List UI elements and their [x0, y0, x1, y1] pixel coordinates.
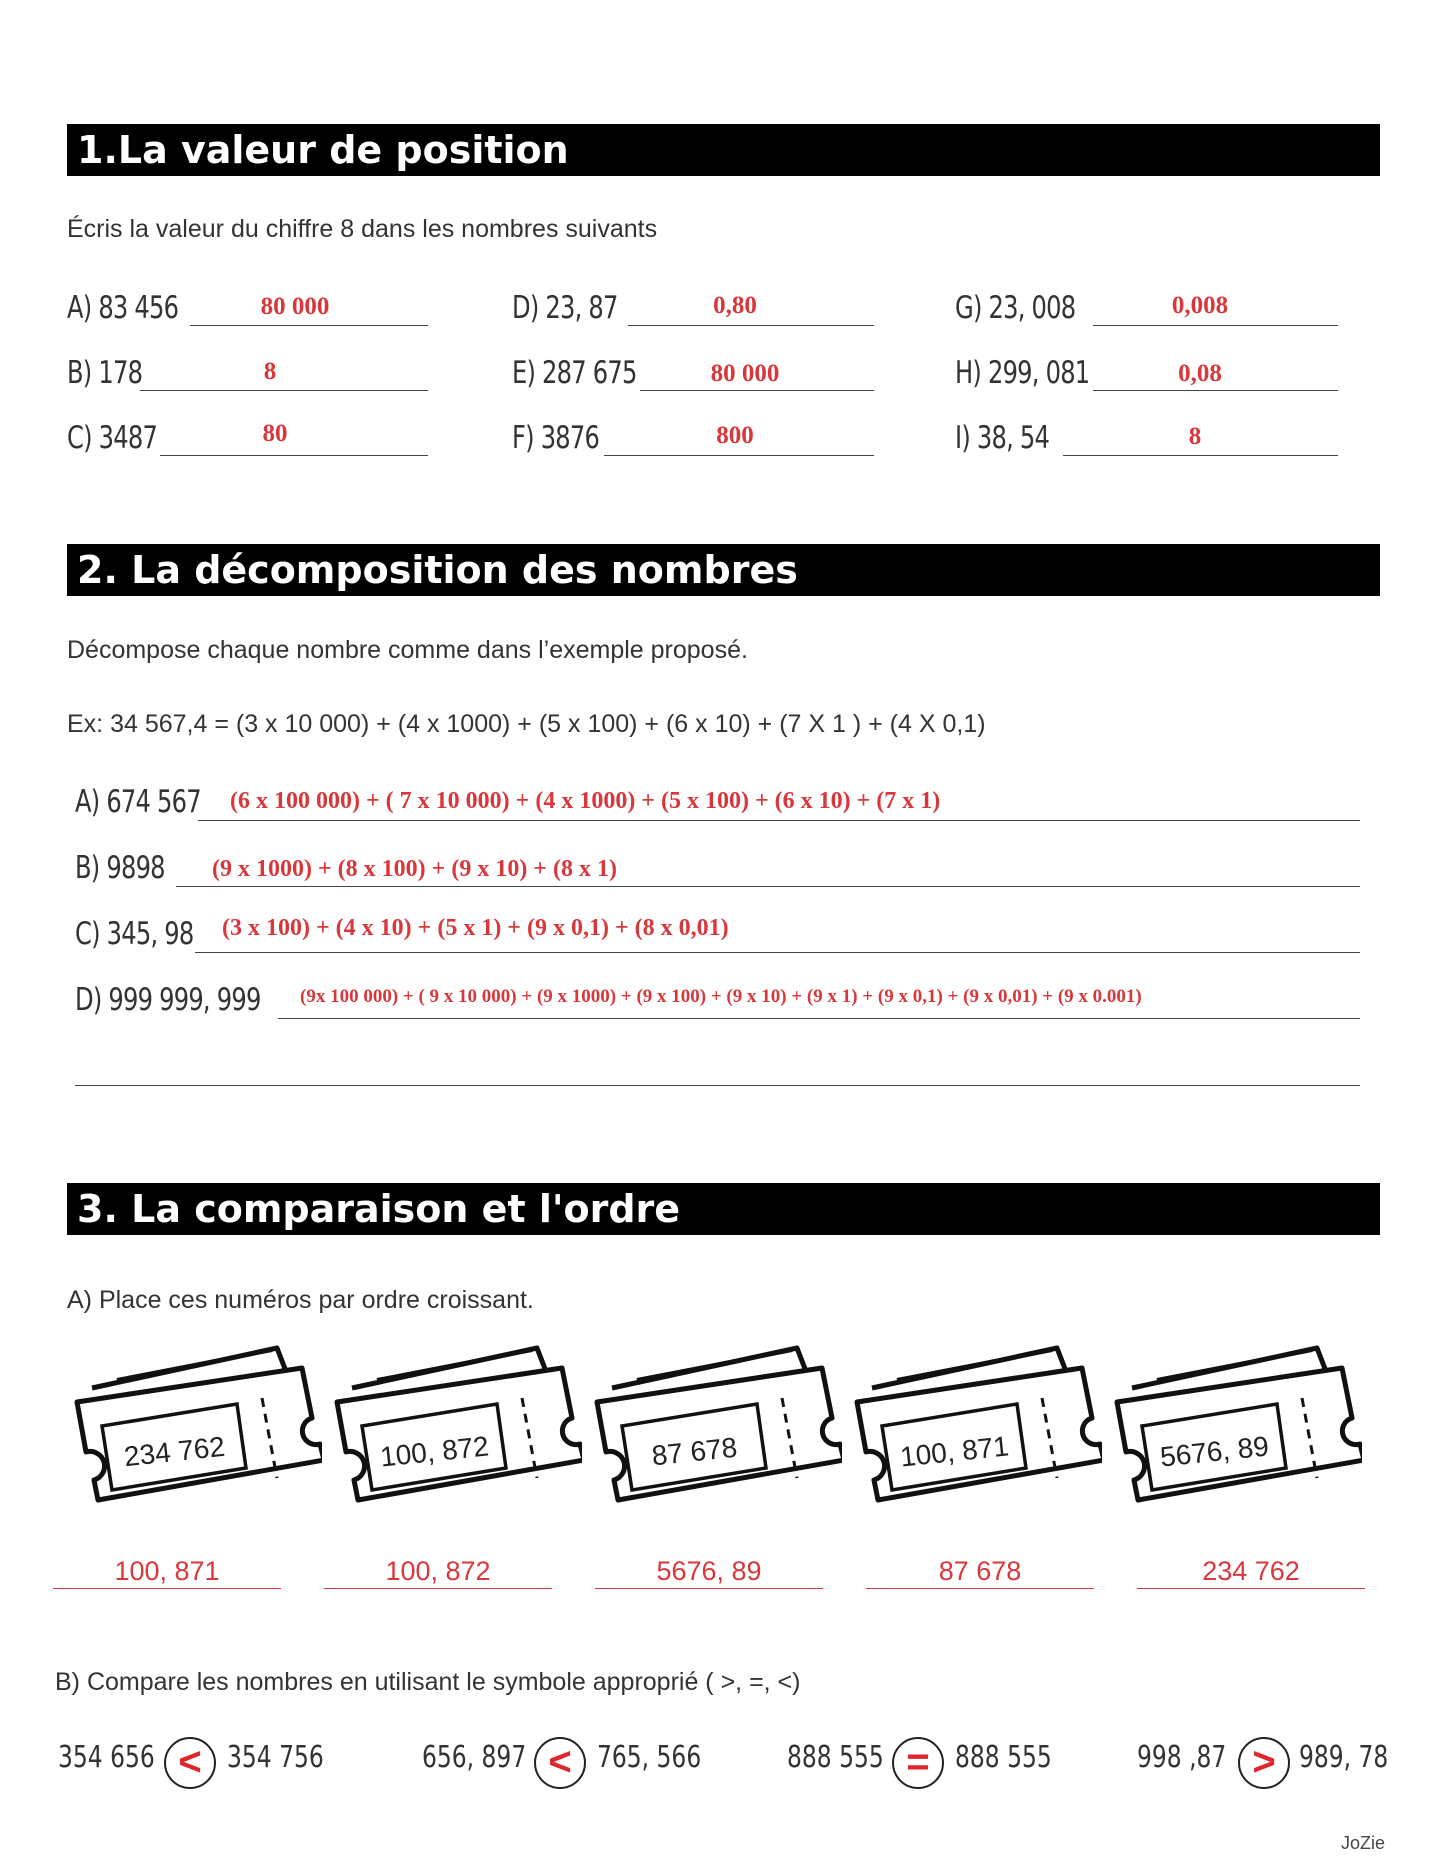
- order-line-3[interactable]: [595, 1588, 823, 1589]
- order-answer-5: 234 762: [1202, 1556, 1300, 1586]
- s2-question-a: A) 674 567: [75, 784, 201, 820]
- s1-question-e: E) 287 675: [512, 355, 637, 391]
- s2-question-c: C) 345, 98: [75, 916, 194, 952]
- ticket-icon: [852, 1340, 1102, 1520]
- order-line-1[interactable]: [53, 1588, 281, 1589]
- ticket-icon: [1112, 1340, 1362, 1520]
- s1-answer-line-f[interactable]: [604, 455, 874, 456]
- ticket-icon: [332, 1340, 582, 1520]
- ticket-5: [1112, 1340, 1362, 1520]
- section3a-instruction: A) Place ces numéros par ordre croissant.: [67, 1286, 534, 1314]
- section3-title: 3. La comparaison et l'ordre: [67, 1183, 1380, 1235]
- section1-instruction: Écris la valeur du chiffre 8 dans les nombres suivants: [67, 215, 658, 243]
- cmp-symbol-2[interactable]: <: [534, 1737, 586, 1789]
- s2-answer-line-b[interactable]: [176, 886, 1360, 887]
- order-line-4[interactable]: [866, 1588, 1094, 1589]
- s1-question-f: F) 3876: [512, 420, 600, 456]
- s1-answer-line-h[interactable]: [1093, 390, 1338, 391]
- s2-answer-line-a[interactable]: [198, 820, 1360, 821]
- cmp-left-4: 998 ,87: [1137, 1740, 1227, 1775]
- ticket-icon: [72, 1340, 322, 1520]
- s2-answer-line-c[interactable]: [195, 952, 1360, 953]
- s1-question-i: I) 38, 54: [955, 420, 1050, 456]
- s1-answer-f: 800: [716, 422, 754, 449]
- s2-answer-d: (9x 100 000) + ( 9 x 10 000) + (9 x 1000) + (9 x 100) + (9 x 10) + (9 x 1) + (9 x 0,1) + (9 x 0,01) + (9 x 0.001): [300, 986, 1142, 1007]
- s2-answer-c: (3 x 100) + (4 x 10) + (5 x 1) + (9 x 0,1) + (8 x 0,01): [222, 915, 729, 941]
- s2-answer-line-d[interactable]: [278, 1018, 1360, 1019]
- cmp-symbol-3[interactable]: =: [892, 1737, 944, 1789]
- section2-title: 2. La décomposition des nombres: [67, 544, 1380, 596]
- ticket-3: [592, 1340, 842, 1520]
- s1-answer-c: 80: [262, 420, 288, 447]
- s1-answer-line-b[interactable]: [140, 390, 428, 391]
- ticket-1: [72, 1340, 322, 1520]
- s1-question-d: D) 23, 87: [512, 290, 618, 326]
- ticket-number: 100, 872: [378, 1430, 491, 1473]
- ticket-number: 5676, 89: [1158, 1430, 1271, 1473]
- order-answer-1: 100, 871: [114, 1556, 220, 1586]
- s1-answer-e: 80 000: [710, 360, 780, 387]
- s1-answer-line-e[interactable]: [640, 390, 874, 391]
- section3b-instruction: B) Compare les nombres en utilisant le symbole approprié ( >, =, <): [55, 1668, 801, 1696]
- ticket-4: [852, 1340, 1102, 1520]
- cmp-symbol-4[interactable]: >: [1238, 1737, 1290, 1789]
- cmp-left-3: 888 555: [787, 1740, 884, 1775]
- ticket-number: 100, 871: [898, 1430, 1011, 1473]
- s2-answer-a: (6 x 100 000) + ( 7 x 10 000) + (4 x 1000) + (5 x 100) + (6 x 10) + (7 x 1): [230, 788, 941, 814]
- order-line-2[interactable]: [324, 1588, 552, 1589]
- s1-answer-line-c[interactable]: [160, 455, 428, 456]
- cmp-left-2: 656, 897: [422, 1740, 527, 1775]
- s1-answer-a: 80 000: [260, 293, 330, 320]
- s1-question-c: C) 3487: [67, 420, 158, 456]
- ticket-icon: [592, 1340, 842, 1520]
- section1-title: 1.La valeur de position: [67, 124, 1380, 176]
- s1-question-h: H) 299, 081: [955, 355, 1090, 391]
- order-answer-2: 100, 872: [385, 1556, 491, 1586]
- cmp-right-1: 354 756: [227, 1740, 324, 1775]
- s1-answer-b: 8: [263, 358, 277, 385]
- s1-answer-g: 0,008: [1171, 292, 1229, 319]
- ticket-number: 87 678: [650, 1431, 739, 1472]
- cmp-right-4: 989, 78: [1299, 1740, 1389, 1775]
- ticket-2: [332, 1340, 582, 1520]
- cmp-right-2: 765, 566: [597, 1740, 702, 1775]
- s2-extra-line[interactable]: [75, 1085, 1360, 1086]
- s1-answer-d: 0,80: [713, 292, 757, 319]
- s1-answer-line-g[interactable]: [1093, 325, 1338, 326]
- s2-question-b: B) 9898: [75, 850, 165, 886]
- section2-example: Ex: 34 567,4 = (3 x 10 000) + (4 x 1000) + (5 x 100) + (6 x 10) + (7 X 1 ) + (4 X 0,1): [67, 710, 986, 738]
- footer-signature: JoZie: [1340, 1833, 1385, 1853]
- cmp-left-1: 354 656: [58, 1740, 155, 1775]
- order-answer-4: 87 678: [938, 1556, 1022, 1586]
- s1-question-b: B) 178: [67, 355, 143, 391]
- section2-instruction: Décompose chaque nombre comme dans l’exemple proposé.: [67, 636, 748, 664]
- s2-answer-b: (9 x 1000) + (8 x 100) + (9 x 10) + (8 x 1): [212, 856, 617, 882]
- cmp-symbol-1[interactable]: <: [164, 1737, 216, 1789]
- s1-answer-i: 8: [1188, 423, 1202, 450]
- s1-question-g: G) 23, 008: [955, 290, 1076, 326]
- s1-answer-line-d[interactable]: [628, 325, 874, 326]
- s1-question-a: A) 83 456: [67, 290, 179, 326]
- s2-question-d: D) 999 999, 999: [75, 982, 261, 1018]
- ticket-number: 234 762: [122, 1430, 227, 1473]
- order-answer-3: 5676, 89: [656, 1556, 762, 1586]
- order-line-5[interactable]: [1137, 1588, 1365, 1589]
- s1-answer-line-i[interactable]: [1063, 455, 1338, 456]
- s1-answer-line-a[interactable]: [190, 325, 428, 326]
- cmp-right-3: 888 555: [955, 1740, 1052, 1775]
- s1-answer-h: 0,08: [1178, 360, 1222, 387]
